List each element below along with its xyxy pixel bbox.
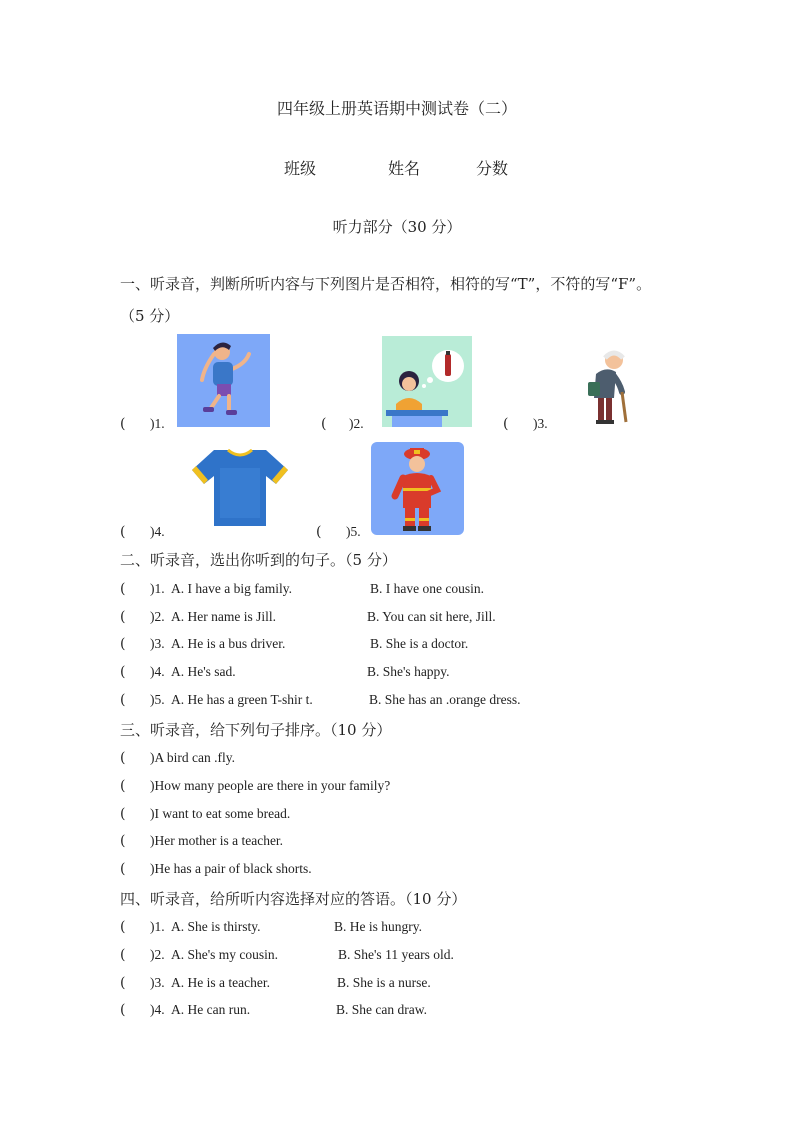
option-b: B. She is a doctor. xyxy=(370,636,469,651)
answer-paren: ( xyxy=(120,636,126,652)
question-number: )2. xyxy=(150,609,165,624)
question-number: )4. xyxy=(150,1002,165,1017)
answer-paren: ( xyxy=(120,664,126,680)
answer-paren-4: ( xyxy=(120,524,126,540)
section3-instruction: 三、听录音，给下列句子排序。（10 分） xyxy=(120,721,392,739)
question-number: )1. xyxy=(150,581,165,596)
option-b: B. She's 11 years old. xyxy=(338,947,454,962)
option-a: A. He is a bus driver. xyxy=(171,636,286,651)
sentence: )I want to eat some bread. xyxy=(150,806,291,821)
picture-item-1-number: )1. xyxy=(150,416,165,431)
option-a: A. Her name is Jill. xyxy=(171,609,276,624)
option-b: B. He is hungry. xyxy=(334,919,422,934)
answer-paren: ( xyxy=(120,750,126,766)
option-a: A. He's sad. xyxy=(171,664,236,679)
option-a: A. She is thirsty. xyxy=(171,919,261,934)
answer-paren: ( xyxy=(120,806,126,822)
answer-paren: ( xyxy=(120,609,126,625)
girl-thinking-cola-picture xyxy=(382,336,472,427)
answer-paren-2: ( xyxy=(321,416,327,432)
sentence: )He has a pair of black shorts. xyxy=(150,861,312,876)
picture-item-2-number: )2. xyxy=(349,416,364,431)
firefighter-picture xyxy=(371,442,464,535)
option-a: A. He has a green T-shir t. xyxy=(171,692,313,707)
sentence: )Her mother is a teacher. xyxy=(150,833,284,848)
old-man-cane-picture xyxy=(558,340,650,428)
option-a: A. She's my cousin. xyxy=(171,947,279,962)
picture-item-5-number: )5. xyxy=(346,524,361,539)
answer-paren: ( xyxy=(120,947,126,963)
answer-paren: ( xyxy=(120,692,126,708)
answer-paren: ( xyxy=(120,1002,126,1018)
option-a: A. He can run. xyxy=(171,1002,251,1017)
option-b: B. She's happy. xyxy=(367,664,450,679)
listening-part-heading: 听力部分（30 分） xyxy=(332,218,462,236)
answer-paren: ( xyxy=(120,581,126,597)
section1-instruction: 一、听录音，判断所听内容与下列图片是否相符，相符的写“T”，不符的写“F”。 xyxy=(120,275,652,293)
picture-item-4-number: )4. xyxy=(150,524,165,539)
question-number: )5. xyxy=(150,692,165,707)
question-number: )3. xyxy=(150,636,165,651)
option-a: A. I have a big family. xyxy=(171,581,292,596)
jumping-boy-picture xyxy=(177,334,270,427)
section2-instruction: 二、听录音，选出你听到的句子。（5 分） xyxy=(120,551,397,569)
answer-paren: ( xyxy=(120,861,126,877)
sentence: )How many people are there in your family? xyxy=(150,778,391,793)
answer-paren-5: ( xyxy=(316,524,322,540)
score-label: 分数 xyxy=(476,159,509,178)
option-b: B. She has an .orange dress. xyxy=(369,692,521,707)
option-a: A. He is a teacher. xyxy=(171,975,270,990)
answer-paren-1: ( xyxy=(120,416,126,432)
option-b: B. She is a nurse. xyxy=(337,975,431,990)
sentence: )A bird can .fly. xyxy=(150,750,235,765)
class-label: 班级 xyxy=(284,159,317,178)
option-b: B. You can sit here, Jill. xyxy=(367,609,496,624)
question-number: )2. xyxy=(150,947,165,962)
answer-paren-3: ( xyxy=(503,416,509,432)
blue-t-shirt-picture xyxy=(190,448,290,526)
section4-instruction: 四、听录音，给所听内容选择对应的答语。（10 分） xyxy=(120,890,467,908)
question-number: )4. xyxy=(150,664,165,679)
picture-item-3-number: )3. xyxy=(533,416,548,431)
name-label: 姓名 xyxy=(388,159,421,178)
question-number: )3. xyxy=(150,975,165,990)
option-b: B. She can draw. xyxy=(336,1002,427,1017)
answer-paren: ( xyxy=(120,975,126,991)
page-title: 四年级上册英语期中测试卷（二） xyxy=(276,99,517,118)
answer-paren: ( xyxy=(120,919,126,935)
option-b: B. I have one cousin. xyxy=(370,581,484,596)
answer-paren: ( xyxy=(120,778,126,794)
answer-paren: ( xyxy=(120,833,126,849)
section1-points: （5 分） xyxy=(120,307,180,325)
question-number: )1. xyxy=(150,919,165,934)
